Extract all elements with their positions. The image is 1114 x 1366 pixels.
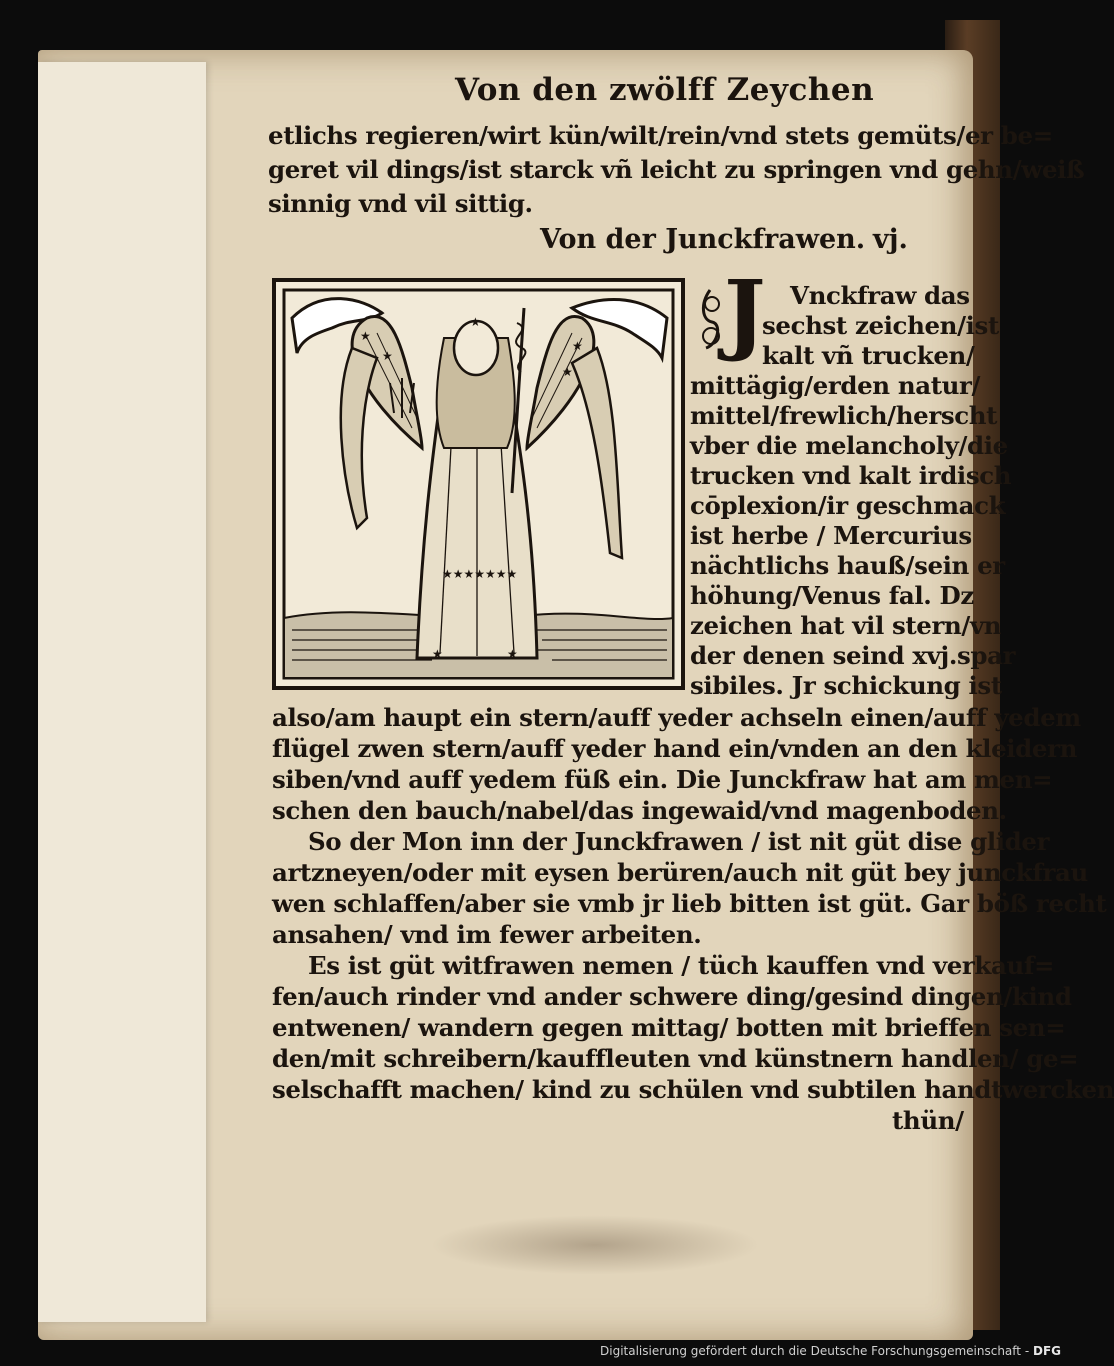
side-line: cōplexion/ir geschmack <box>690 491 1006 520</box>
virgo-woodcut <box>272 278 685 690</box>
side-line: nächtlichs hauß/sein er <box>690 551 1005 580</box>
svg-text:★★★★★★★: ★★★★★★★ <box>442 567 518 581</box>
side-line: zeichen hat vil stern/vn <box>690 611 1002 640</box>
intro-line: geret vil dings/ist starck vñ leicht zu springen vnd gehn/weiß <box>268 155 1085 184</box>
body-line: entwenen/ wandern gegen mittag/ botten mit brieffen sen= <box>272 1013 1066 1042</box>
svg-text:★: ★ <box>432 647 443 661</box>
side-line: vber die melancholy/die <box>690 431 1008 460</box>
body-line: also/am haupt ein stern/auff yeder achseln einen/auff yedem <box>272 703 1081 732</box>
body-line: wen schlaffen/aber sie vmb jr lieb bitten ist güt. Gar böß recht <box>272 889 1107 918</box>
paper-strip <box>38 62 206 1322</box>
funding-credit <box>600 1344 1061 1358</box>
body-line: artzneyen/oder mit eysen berüren/auch nit güt bey junckfrau <box>272 858 1088 887</box>
side-line: kalt vñ trucken/ <box>762 341 975 370</box>
dfg-logo: DFG <box>1032 1344 1061 1358</box>
catchword: thün/ <box>892 1106 964 1135</box>
svg-text:★: ★ <box>382 349 393 363</box>
body-line: So der Mon inn der Junckfrawen / ist nit güt dise glider <box>308 827 1050 856</box>
body-line: schen den bauch/nabel/das ingewaid/vnd magenboden. <box>272 796 1007 825</box>
body-line: den/mit schreibern/kauffleuten vnd künstnern handlen/ ge= <box>272 1044 1079 1073</box>
side-line: sechst zeichen/ist <box>762 311 999 340</box>
side-line: mittel/frewlich/herscht <box>690 401 998 430</box>
folio-number: vj. <box>873 224 908 255</box>
side-line: sibiles. Jr schickung ist <box>690 671 1002 700</box>
side-line: trucken vnd kalt irdisch <box>690 461 1012 490</box>
svg-text:★: ★ <box>470 315 481 329</box>
svg-text:★: ★ <box>572 339 583 353</box>
side-line: mittägig/erden natur/ <box>690 371 981 400</box>
body-line: siben/vnd auff yedem füß ein. Die Junckfraw hat am men= <box>272 765 1053 794</box>
intro-line: etlichs regieren/wirt kün/wilt/rein/vnd stets gemüts/er be= <box>268 121 1053 150</box>
funding-text: Digitalisierung gefördert durch die Deutsche Forschungsgemeinschaft - <box>600 1344 1030 1358</box>
intro-line: sinnig vnd vil sittig. <box>268 189 533 218</box>
side-line: ist herbe / Mercurius <box>690 521 972 550</box>
svg-text:★: ★ <box>562 365 573 379</box>
section-title: Von der Junckfrawen. <box>540 224 866 255</box>
body-line: selschafft machen/ kind zu schülen vnd subtilen handtwercken <box>272 1075 1114 1104</box>
body-line: ansahen/ vnd im fewer arbeiten. <box>272 920 702 949</box>
body-line: Es ist güt witfrawen nemen / tüch kauffen vnd verkauf= <box>308 951 1055 980</box>
side-line: der denen seind xvj.spar <box>690 641 1016 670</box>
page-header: Von den zwölff Zeychen <box>455 72 875 108</box>
initial-glyph: J <box>724 260 766 364</box>
side-line: Vnckfraw das <box>790 281 970 310</box>
body-line: flügel zwen stern/auff yeder hand ein/vnden an den kleidern <box>272 734 1078 763</box>
body-line: fen/auch rinder vnd ander schwere ding/gesind dingen/kind <box>272 982 1072 1011</box>
page-stain <box>430 1215 760 1275</box>
svg-text:★: ★ <box>507 647 518 661</box>
side-line: höhung/Venus fal. Dz <box>690 581 974 610</box>
svg-text:★: ★ <box>360 329 371 343</box>
